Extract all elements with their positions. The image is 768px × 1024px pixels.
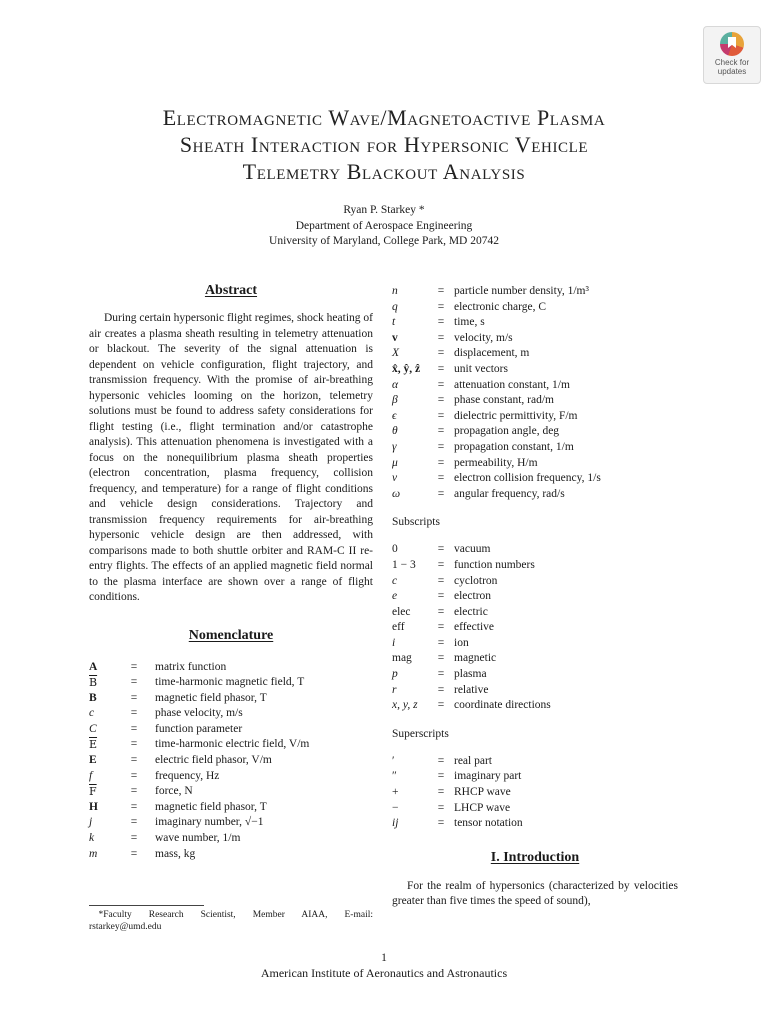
nomenclature-description: phase velocity, m/s bbox=[155, 707, 243, 720]
nomenclature-symbol: m bbox=[89, 847, 98, 860]
nomenclature-description: attenuation constant, 1/m bbox=[454, 378, 570, 391]
nomenclature-row bbox=[392, 620, 678, 636]
equals-sign: = bbox=[130, 785, 138, 798]
nomenclature-description: mass, kg bbox=[155, 847, 196, 860]
nomenclature-description: displacement, m bbox=[454, 347, 530, 360]
nomenclature-description: imaginary number, √−1 bbox=[155, 816, 264, 829]
nomenclature-description: electric field phasor, V/m bbox=[155, 754, 272, 767]
nomenclature-symbol: $\overline{F}$ bbox=[89, 785, 97, 799]
nomenclature-row bbox=[392, 651, 678, 667]
nomenclature-row bbox=[392, 315, 678, 331]
nomenclature-symbol: j bbox=[89, 816, 93, 829]
nomenclature-symbol: ϵ bbox=[392, 409, 397, 422]
nomenclature-symbol: μ bbox=[392, 456, 398, 469]
equals-sign: = bbox=[437, 487, 445, 500]
nomenclature-symbol: f bbox=[89, 769, 93, 782]
equals-sign: = bbox=[437, 699, 445, 712]
equals-sign: = bbox=[130, 816, 138, 829]
nomenclature-description: permeability, H/m bbox=[454, 456, 538, 469]
nomenclature-description: force, N bbox=[155, 785, 193, 798]
equals-sign: = bbox=[437, 331, 445, 344]
nomenclature-symbol: c bbox=[89, 707, 95, 720]
equals-sign: = bbox=[437, 394, 445, 407]
equals-sign: = bbox=[437, 801, 445, 814]
nomenclature-row bbox=[392, 574, 678, 590]
nomenclature-symbol: elec bbox=[392, 605, 411, 618]
equals-sign: = bbox=[437, 754, 445, 767]
equals-sign: = bbox=[437, 425, 445, 438]
nomenclature-description: function numbers bbox=[454, 558, 535, 571]
nomenclature-symbol: 0 bbox=[392, 543, 398, 556]
nomenclature-description: unit vectors bbox=[454, 362, 508, 375]
nomenclature-description: function parameter bbox=[155, 722, 243, 735]
nomenclature-row bbox=[89, 847, 373, 863]
superscripts-heading: Superscripts bbox=[392, 727, 449, 740]
nomenclature-description: velocity, m/s bbox=[454, 331, 513, 344]
nomenclature-row bbox=[392, 300, 678, 316]
nomenclature-symbol: α bbox=[392, 378, 399, 391]
nomenclature-list-left bbox=[89, 660, 373, 863]
left-column bbox=[89, 283, 373, 862]
nomenclature-symbol: p bbox=[392, 668, 398, 681]
nomenclature-row bbox=[392, 409, 678, 425]
nomenclature-description: coordinate directions bbox=[454, 699, 551, 712]
nomenclature-description: vacuum bbox=[454, 543, 491, 556]
equals-sign: = bbox=[437, 543, 445, 556]
nomenclature-symbol: B bbox=[89, 691, 97, 704]
nomenclature-description: time-harmonic magnetic field, T bbox=[155, 676, 305, 689]
nomenclature-symbol: eff bbox=[392, 621, 405, 634]
nomenclature-row bbox=[392, 667, 678, 683]
nomenclature-description: cyclotron bbox=[454, 574, 498, 587]
paper-title bbox=[60, 104, 708, 185]
nomenclature-row bbox=[392, 440, 678, 456]
equals-sign: = bbox=[130, 847, 138, 860]
nomenclature-row bbox=[392, 683, 678, 699]
nomenclature-row bbox=[89, 815, 373, 831]
equals-sign: = bbox=[130, 676, 138, 689]
subscripts-heading: Subscripts bbox=[392, 516, 440, 529]
nomenclature-row bbox=[392, 362, 678, 378]
equals-sign: = bbox=[437, 636, 445, 649]
equals-sign: = bbox=[130, 800, 138, 813]
nomenclature-row bbox=[89, 691, 373, 707]
nomenclature-description: electron collision frequency, 1/s bbox=[454, 472, 601, 485]
nomenclature-description: dielectric permittivity, F/m bbox=[454, 409, 578, 422]
nomenclature-row bbox=[89, 706, 373, 722]
equals-sign: = bbox=[437, 440, 445, 453]
nomenclature-row bbox=[392, 487, 678, 503]
introduction-heading: I. Introduction bbox=[490, 849, 580, 865]
nomenclature-description: magnetic bbox=[454, 652, 497, 665]
nomenclature-symbol: θ bbox=[392, 425, 398, 438]
nomenclature-description: relative bbox=[454, 683, 489, 696]
equals-sign: = bbox=[437, 316, 445, 329]
nomenclature-row bbox=[89, 784, 373, 800]
author-footnote: *Faculty Research Scientist, Member AIAA, E-mail: rstarkey@umd.edu bbox=[89, 910, 373, 932]
nomenclature-description: electric bbox=[454, 605, 488, 618]
nomenclature-symbol: + bbox=[392, 786, 399, 799]
nomenclature-description: real part bbox=[454, 754, 492, 767]
nomenclature-row bbox=[392, 542, 678, 558]
equals-sign: = bbox=[437, 770, 445, 783]
abstract-text: During certain hypersonic flight regimes, shock heating of air creates a plasma sheath resulting in telemetry attenuation or blackout. The severity of the signal attenuation is dependent on vehicle configuration, flight trajectory, and transmission frequency. With the promise of air-breathing hypersonic vehicles looming on the horizon, telemetry solutions must be found to address safety considerations for flight testing (i.e., flight termination and/or catastrophe analysis). This attenuation phenomena is investigated with a focus on the nonequilibrium plasma sheath properties (electron concentration, plasma frequency, collision frequency, and temperature) for a range of flight conditions and vehicle design considerations. Trajectory and transmission frequency requirements for air-breathing hypersonic vehicle design are then addressed, with comparisons made to both shuttle orbiter and RAM-C II re-entry flights. The effects of an applied magnetic field normal to the plasma interface are shown over a range of flight conditions. bbox=[89, 312, 373, 603]
nomenclature-row bbox=[392, 589, 678, 605]
nomenclature-description: time-harmonic electric field, V/m bbox=[155, 738, 310, 751]
equals-sign: = bbox=[130, 660, 138, 673]
nomenclature-description: angular frequency, rad/s bbox=[454, 487, 565, 500]
nomenclature-symbol: γ bbox=[392, 440, 397, 453]
equals-sign: = bbox=[130, 707, 138, 720]
nomenclature-description: electronic charge, C bbox=[454, 300, 547, 313]
nomenclature-symbol: mag bbox=[392, 652, 412, 665]
equals-sign: = bbox=[437, 574, 445, 587]
nomenclature-symbol: r bbox=[392, 683, 397, 696]
title-line: Electromagnetic Wave/Magnetoactive Plasma bbox=[162, 105, 606, 130]
nomenclature-row bbox=[392, 471, 678, 487]
nomenclature-row bbox=[89, 737, 373, 753]
nomenclature-list-right bbox=[392, 284, 678, 502]
equals-sign: = bbox=[437, 472, 445, 485]
nomenclature-description: propagation constant, 1/m bbox=[454, 440, 574, 453]
equals-sign: = bbox=[437, 285, 445, 297]
nomenclature-symbol: 1 − 3 bbox=[392, 558, 416, 571]
nomenclature-row bbox=[392, 636, 678, 652]
nomenclature-row bbox=[392, 698, 678, 714]
equals-sign: = bbox=[437, 590, 445, 603]
nomenclature-description: time, s bbox=[454, 316, 485, 329]
nomenclature-row bbox=[392, 346, 678, 362]
nomenclature-row bbox=[392, 558, 678, 574]
nomenclature-symbol: ij bbox=[392, 817, 399, 830]
footnote-rule bbox=[89, 905, 204, 906]
equals-sign: = bbox=[130, 722, 138, 735]
nomenclature-row bbox=[392, 284, 678, 300]
nomenclature-row bbox=[89, 800, 373, 816]
equals-sign: = bbox=[437, 652, 445, 665]
nomenclature-description: propagation angle, deg bbox=[454, 425, 560, 438]
nomenclature-symbol: x̂, ŷ, ẑ bbox=[392, 362, 421, 375]
nomenclature-row bbox=[392, 424, 678, 440]
subscripts-list bbox=[392, 542, 678, 714]
nomenclature-heading: Nomenclature bbox=[188, 627, 274, 643]
equals-sign: = bbox=[437, 300, 445, 313]
crossmark-icon bbox=[720, 32, 744, 56]
nomenclature-row bbox=[392, 331, 678, 347]
nomenclature-description: tensor notation bbox=[454, 817, 523, 830]
nomenclature-symbol: ω bbox=[392, 487, 401, 500]
badge-label: Check for updates bbox=[714, 58, 750, 76]
abstract-heading: Abstract bbox=[204, 283, 258, 298]
nomenclature-symbol: n bbox=[392, 285, 398, 297]
nomenclature-symbol: k bbox=[89, 832, 95, 845]
nomenclature-symbol: e bbox=[392, 590, 398, 603]
nomenclature-description: frequency, Hz bbox=[155, 769, 220, 782]
nomenclature-symbol: c bbox=[392, 574, 398, 587]
nomenclature-description: magnetic field phasor, T bbox=[155, 800, 267, 813]
nomenclature-row bbox=[89, 722, 373, 738]
nomenclature-symbol: i bbox=[392, 636, 396, 649]
equals-sign: = bbox=[437, 558, 445, 571]
nomenclature-row bbox=[392, 801, 678, 817]
nomenclature-symbol: v bbox=[392, 331, 398, 344]
nomenclature-symbol: H bbox=[89, 800, 98, 813]
nomenclature-description: electron bbox=[454, 590, 492, 603]
title-line: Telemetry Blackout Analysis bbox=[242, 159, 526, 184]
nomenclature-symbol: ′ bbox=[392, 754, 395, 767]
equals-sign: = bbox=[130, 691, 138, 704]
nomenclature-row bbox=[392, 456, 678, 472]
equals-sign: = bbox=[130, 754, 138, 767]
nomenclature-symbol: $\overline{E}$ bbox=[89, 738, 98, 752]
author-department: Department of Aerospace Engineering bbox=[295, 219, 473, 232]
author-university: University of Maryland, College Park, MD 20742 bbox=[269, 235, 499, 247]
right-column bbox=[392, 284, 678, 910]
check-for-updates-badge[interactable] bbox=[703, 26, 761, 84]
nomenclature-symbol: − bbox=[392, 801, 399, 814]
nomenclature-symbol: q bbox=[392, 300, 398, 313]
nomenclature-description: plasma bbox=[454, 668, 487, 681]
nomenclature-symbol: A bbox=[89, 660, 98, 673]
nomenclature-symbol: $\overline{B}$ bbox=[89, 676, 98, 690]
title-line: Sheath Interaction for Hypersonic Vehicle bbox=[179, 132, 589, 157]
equals-sign: = bbox=[437, 456, 445, 469]
nomenclature-row bbox=[392, 754, 678, 770]
nomenclature-row bbox=[89, 753, 373, 769]
nomenclature-row bbox=[392, 393, 678, 409]
author-name: Ryan P. Starkey * bbox=[343, 204, 425, 216]
nomenclature-description: particle number density, 1/m³ bbox=[454, 285, 589, 297]
equals-sign: = bbox=[437, 362, 445, 375]
equals-sign: = bbox=[437, 605, 445, 618]
equals-sign: = bbox=[437, 378, 445, 391]
nomenclature-row bbox=[392, 816, 678, 832]
nomenclature-row bbox=[89, 660, 373, 676]
equals-sign: = bbox=[437, 683, 445, 696]
equals-sign: = bbox=[437, 817, 445, 830]
journal-footer: American Institute of Aeronautics and Astronautics bbox=[260, 966, 508, 980]
nomenclature-description: effective bbox=[454, 621, 495, 634]
page-number: 1 bbox=[381, 952, 387, 964]
nomenclature-symbol: E bbox=[89, 754, 97, 767]
nomenclature-row bbox=[392, 378, 678, 394]
nomenclature-symbol: C bbox=[89, 722, 97, 735]
nomenclature-description: wave number, 1/m bbox=[155, 832, 241, 845]
nomenclature-symbol: ν bbox=[392, 472, 398, 485]
nomenclature-row bbox=[392, 769, 678, 785]
nomenclature-description: imaginary part bbox=[454, 770, 522, 783]
nomenclature-description: LHCP wave bbox=[454, 801, 511, 814]
equals-sign: = bbox=[130, 738, 138, 751]
introduction-text: For the realm of hypersonics (characterized by velocities greater than five times the speed of sound), bbox=[392, 879, 678, 908]
nomenclature-description: phase constant, rad/m bbox=[454, 394, 554, 407]
equals-sign: = bbox=[437, 409, 445, 422]
nomenclature-row bbox=[392, 605, 678, 621]
nomenclature-description: matrix function bbox=[155, 660, 227, 673]
equals-sign: = bbox=[437, 786, 445, 799]
nomenclature-symbol: x, y, z bbox=[392, 699, 418, 712]
nomenclature-symbol: ″ bbox=[392, 770, 397, 783]
nomenclature-row bbox=[89, 769, 373, 785]
nomenclature-description: RHCP wave bbox=[454, 786, 511, 799]
equals-sign: = bbox=[437, 621, 445, 634]
nomenclature-row bbox=[89, 831, 373, 847]
nomenclature-symbol: β bbox=[392, 394, 398, 407]
nomenclature-row bbox=[392, 785, 678, 801]
nomenclature-symbol: t bbox=[392, 316, 396, 329]
nomenclature-description: magnetic field phasor, T bbox=[155, 691, 267, 704]
author-block bbox=[60, 203, 708, 250]
nomenclature-symbol: X bbox=[392, 347, 400, 360]
equals-sign: = bbox=[437, 347, 445, 360]
equals-sign: = bbox=[437, 668, 445, 681]
nomenclature-row bbox=[89, 675, 373, 691]
equals-sign: = bbox=[130, 832, 138, 845]
superscripts-list bbox=[392, 754, 678, 832]
nomenclature-description: ion bbox=[454, 636, 469, 649]
equals-sign: = bbox=[130, 769, 138, 782]
